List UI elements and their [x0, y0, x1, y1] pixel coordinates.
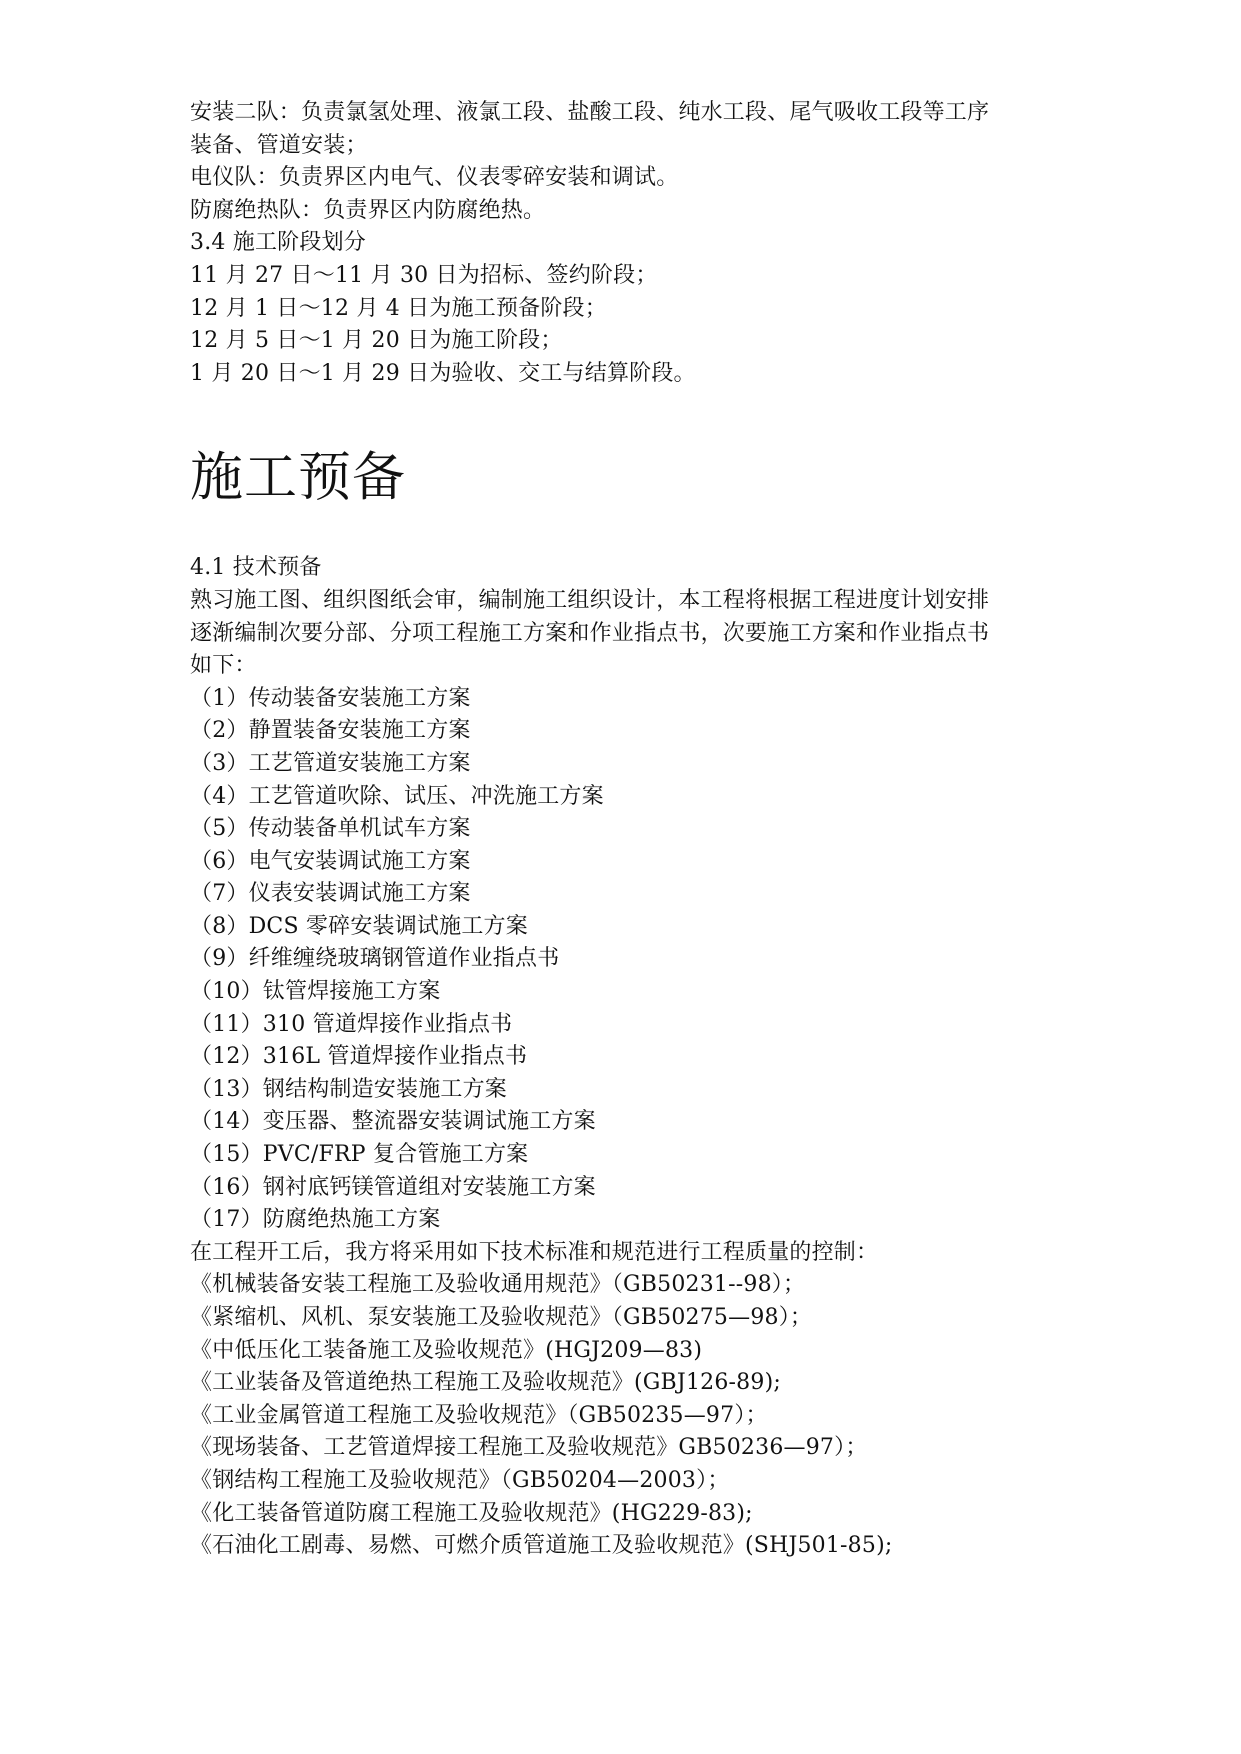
spacer	[190, 390, 1090, 446]
list-item: （13）钢结构制造安装施工方案	[190, 1076, 507, 1102]
text-line: 安装二队：负责氯氢处理、液氯工段、盐酸工段、纯水工段、尾气吸收工段等工序	[190, 100, 990, 125]
list-item: （11）310 管道焊接作业指点书	[190, 1011, 513, 1037]
schedule-line: 12 月 1 日～12 月 4 日为施工预备阶段；	[190, 295, 607, 321]
list-item: （3）工艺管道安装施工方案	[190, 750, 471, 776]
list-item: （16）钢衬底钙镁管道组对安装施工方案	[190, 1174, 596, 1200]
list-item: （5）传动装备单机试车方案	[190, 816, 471, 842]
list-item: （9）纤维缠绕玻璃钢管道作业指点书	[190, 946, 560, 972]
section-main	[190, 552, 1090, 1562]
text-line: 如下：	[190, 653, 257, 679]
text-line: 电仪队：负责界区内电气、仪表零碎安装和调试。	[190, 165, 679, 191]
spacer	[190, 510, 1090, 552]
section-top	[190, 97, 1090, 390]
standard-reference: 《石油化工剧毒、易燃、可燃介质管道施工及验收规范》(SHJ501-85);	[190, 1533, 893, 1559]
standard-reference: 《现场装备、工艺管道焊接工程施工及验收规范》GB50236—97）；	[190, 1435, 868, 1461]
standard-reference: 《紧缩机、风机、泵安装施工及验收规范》（GB50275—98）；	[190, 1305, 813, 1330]
text-line: 防腐绝热队：负责界区内防腐绝热。	[190, 197, 546, 223]
text-line: 装备、管道安装；	[190, 132, 368, 158]
schedule-line: 1 月 20 日～1 月 29 日为验收、交工与结算阶段。	[190, 360, 696, 386]
list-item: （2）静置装备安装施工方案	[190, 718, 471, 744]
standard-reference: 《工业装备及管道绝热工程施工及验收规范》(GBJ126-89);	[190, 1370, 781, 1396]
subsection-title: 4.1 技术预备	[190, 555, 322, 581]
standard-reference: 《化工装备管道防腐工程施工及验收规范》(HG229-83);	[190, 1500, 753, 1526]
list-item: （4）工艺管道吹除、试压、冲洗施工方案	[190, 783, 604, 809]
list-item: （1）传动装备安装施工方案	[190, 685, 471, 711]
standard-reference: 《工业金属管道工程施工及验收规范》（GB50235—97）；	[190, 1402, 768, 1428]
document-body	[190, 97, 1090, 1563]
list-item: （14）变压器、整流器安装调试施工方案	[190, 1109, 596, 1135]
schedule-line: 11 月 27 日～11 月 30 日为招标、签约阶段；	[190, 262, 658, 288]
list-item: （7）仪表安装调试施工方案	[190, 881, 471, 907]
list-item: （17）防腐绝热施工方案	[190, 1207, 441, 1233]
list-item: （6）电气安装调试施工方案	[190, 848, 471, 874]
standard-reference: 《机械装备安装工程施工及验收通用规范》（GB50231--98）；	[190, 1272, 806, 1298]
list-item: （10）钛管焊接施工方案	[190, 979, 441, 1005]
standard-reference: 《中低压化工装备施工及验收规范》(HGJ209—83)	[190, 1337, 703, 1363]
subsection-title: 3.4 施工阶段划分	[190, 230, 366, 256]
list-item: （15）PVC/FRP 复合管施工方案	[190, 1142, 529, 1168]
schedule-line: 12 月 5 日～1 月 20 日为施工阶段；	[190, 328, 563, 354]
text-line: 熟习施工图、组织图纸会审，编制施工组织设计，本工程将根据工程进度计划安排	[190, 587, 990, 613]
text-line: 逐渐编制次要分部、分项工程施工方案和作业指点书，次要施工方案和作业指点书	[190, 620, 990, 646]
text-line: 在工程开工后，我方将采用如下技术标准和规范进行工程质量的控制：	[190, 1239, 879, 1265]
list-item: （8）DCS 零碎安装调试施工方案	[190, 913, 528, 939]
list-item: （12）316L 管道焊接作业指点书	[190, 1044, 528, 1070]
section-heading: 施工预备	[190, 447, 406, 509]
standard-reference: 《钢结构工程施工及验收规范》（GB50204—2003）；	[190, 1467, 730, 1493]
